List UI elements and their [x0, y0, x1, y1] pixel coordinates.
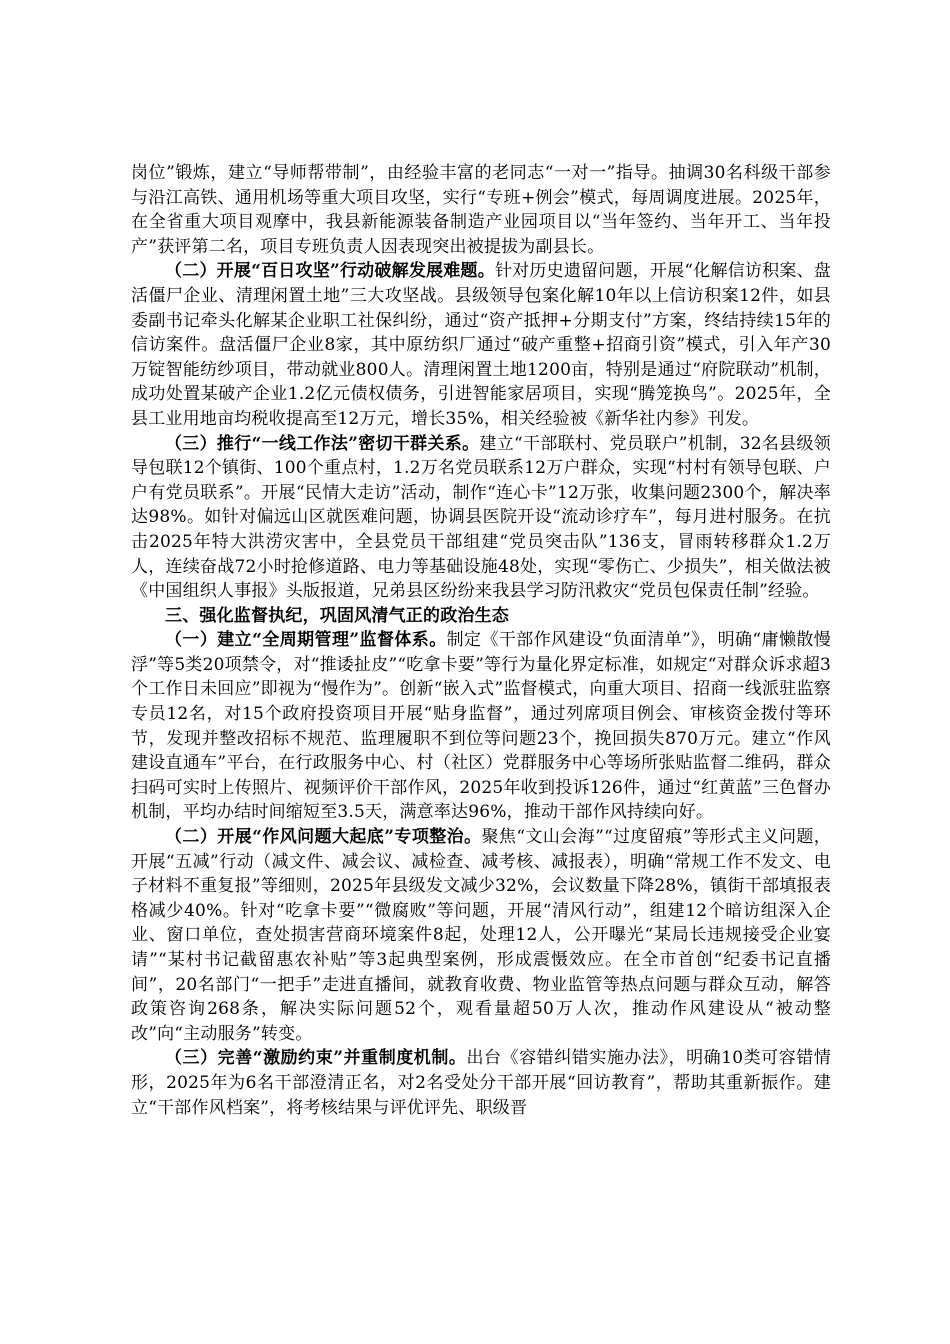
section-heading: 三、强化监督执纪，巩固风清气正的政治生态	[165, 605, 509, 626]
paragraph-text: 聚焦“文山会海”“过度留痕”等形式主义问题，开展“五减”行动（减文件、减会议、减检查、减考核、减报表），明确“常规工作不发文、电子材料不重复报”等细则，2025年县级发文减少32%，会议数量下降28%，镇街干部填报表格减少40%。针对“吃拿卡要”“微腐败”等问题，开展“清风行动”，组建12个暗访组深入企业、窗口单位，查处损害营商环境案件8起，处理12人，公开曝光“某局长违规接受企业宴请”“某村书记截留惠农补贴”等3起典型案例，形成震慑效应。在全市首创“纪委书记直播间”，20名部门“一把手”走进直播间，就教育收费、物业监管等热点问题与群众互动，解答政策咨询268条，解决实际问题52个，观看量超50万人次，推动作风建设从“被动整改”向“主动服务”转变。	[131, 827, 831, 1044]
paragraph-text: 针对历史遗留问题，开展“化解信访积案、盘活僵尸企业、清理闲置土地”三大攻坚战。县级领导包案化解10年以上信访积案12件，如县委副书记牵头化解某企业职工社保纠纷，通过“资产抵押+分期支付”方案，终结持续15年的信访案件。盘活僵尸企业8家，其中原纺织厂通过“破产重整+招商引资”模式，引入年产30万锭智能纺纱项目，带动就业800人。清理闲置土地1200亩，特别是通过“府院联动”机制，成功处置某破产企业1.2亿元债权债务，引进智能家居项目，实现“腾笼换鸟”。2025年，全县工业用地亩均税收提高至12万元，增长35%，相关经验被《新华社内参》刊发。	[131, 261, 831, 429]
paragraph-frontline-work-method	[131, 432, 831, 604]
paragraph-lead-heading: （三）完善“激励约束”并重制度机制。	[165, 1048, 467, 1069]
paragraph-continued	[131, 161, 831, 259]
paragraph-text: 建立“干部联村、党员联户”机制，32名县级领导包联12个镇街、100个重点村，1.2万名党员联系12万户群众，实现“村村有领导包联、户户有党员联系”。开展“民情大走访”活动，制作“连心卡”12万张，收集问题2300个，解决率达98%。如针对偏远山区就医难问题，协调县医院开设“流动诊疗车”，每月进村服务。在抗击2025年特大洪涝灾害中，全县党员干部组建“党员突击队”136支，冒雨转移群众1.2万人，连续奋战72小时抢修道路、电力等基础设施48处，实现“零伤亡、少损失”，相关做法被《中国组织人事报》头版报道，兄弟县区纷纷来我县学习防汛救灾“党员包保责任制”经验。	[131, 433, 831, 602]
paragraph-lead-heading: （二）开展“作风问题大起底”专项整治。	[165, 827, 482, 848]
paragraph-special-rectification	[131, 825, 831, 1046]
paragraph-lead-heading: （三）推行“一线工作法”密切干群关系。	[165, 433, 480, 454]
paragraph-text: 出台《容错纠错实施办法》，明确10类可容错情形，2025年为6名干部澄清正名，对2名受处分干部开展“回访教育”，帮助其重新振作。建立“干部作风档案”，将考核结果与评优评先、职级晋	[131, 1048, 832, 1118]
paragraph-lead-heading: （一）建立“全周期管理”监督体系。	[165, 630, 447, 651]
paragraph-supervision-system	[131, 628, 831, 825]
paragraph-incentive-mechanism	[131, 1046, 831, 1120]
document-page	[131, 161, 831, 1120]
paragraph-hundred-day-campaign	[131, 259, 831, 431]
paragraph-lead-heading: （二）开展“百日攻坚”行动破解发展难题。	[165, 261, 495, 282]
paragraph-text: 制定《干部作风建设“负面清单”》，明确“庸懒散慢浮”等5类20项禁令，对“推诿扯皮”“吃拿卡要”等行为量化界定标准，如规定“对群众诉求超3个工作日未回应”即视为“慢作为”。创新“嵌入式”监督模式，向重大项目、招商一线派驻监察专员12名，对15个政府投资项目开展“贴身监督”，通过列席项目例会、审核资金拨付等环节，发现并整改招标不规范、监理履职不到位等问题23个，挽回损失870万元。建立“作风建设直通车”平台，在行政服务中心、村（社区）党群服务中心等场所张贴监督二维码，群众扫码可实时上传照片、视频评价干部作风，2025年收到投诉126件，通过“红黄蓝”三色督办机制，平均办结时间缩短至3.5天，满意率达96%，推动干部作风持续向好。	[131, 630, 831, 823]
paragraph-text: 岗位”锻炼，建立“导师帮带制”，由经验丰富的老同志“一对一”指导。抽调30名科级干部参与沿江高铁、通用机场等重大项目攻坚，实行“专班+例会”模式，每周调度进展。2025年，在全省重大项目观摩中，我县新能源装备制造产业园项目以“当年签约、当年开工、当年投产”获评第二名，项目专班负责人因表现突出被提拔为副县长。	[131, 163, 831, 257]
